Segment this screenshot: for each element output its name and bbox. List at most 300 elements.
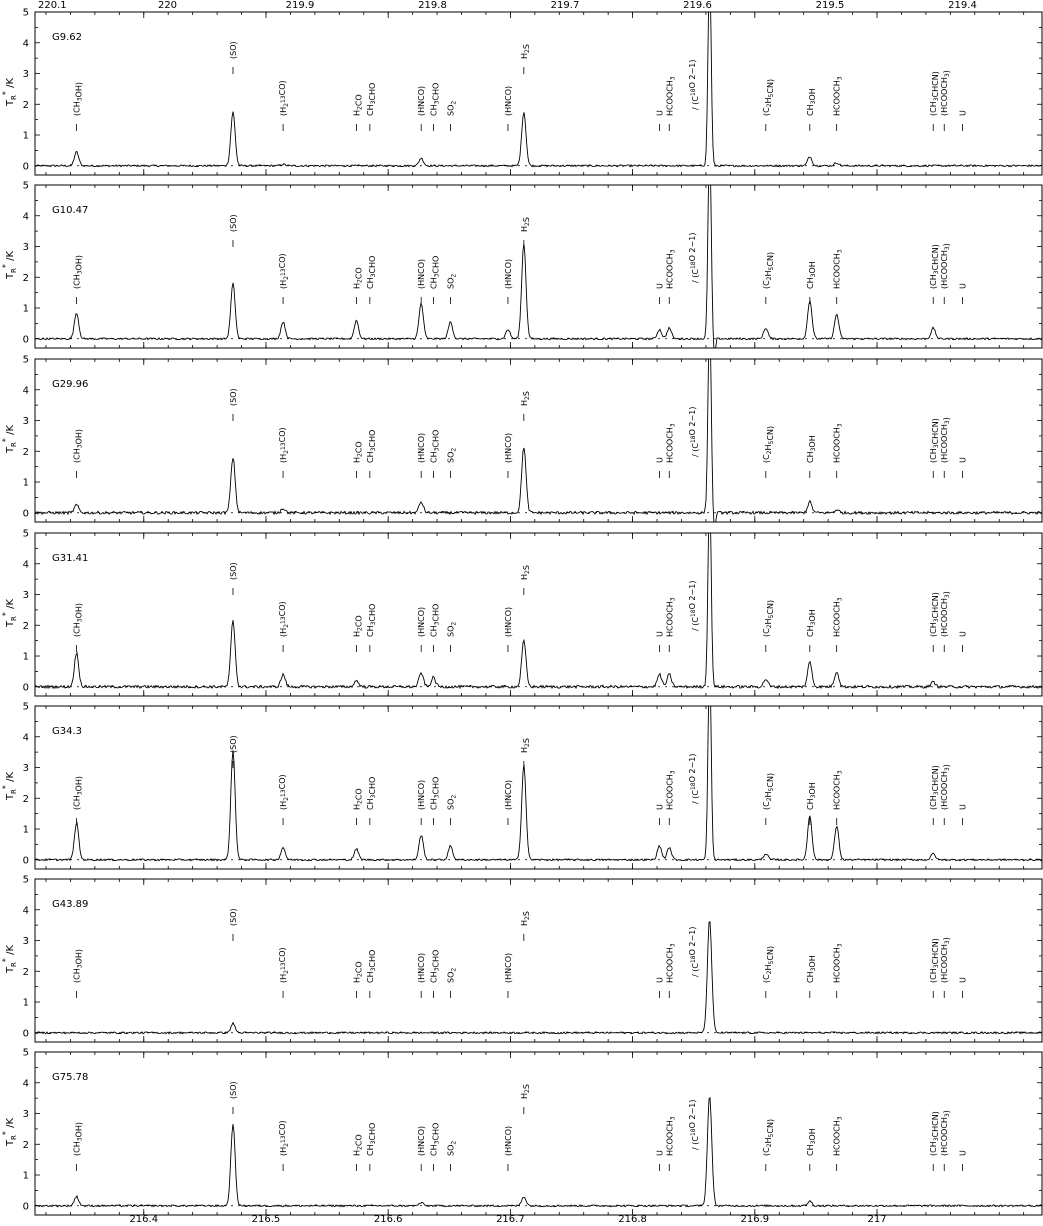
line-label (417, 259, 426, 289)
line-label (504, 259, 513, 289)
y-axis-label-text: $T_R^*$ /K (1, 250, 18, 280)
line-label-text: $H_2CO$ (352, 267, 364, 289)
line-label-text: (HNCO) (503, 606, 513, 637)
line-id (959, 631, 968, 652)
line-id (833, 770, 844, 825)
line-id (665, 423, 676, 478)
line-label (688, 1100, 700, 1150)
line-label-text: U (958, 283, 968, 289)
y-tick-label: 3 (22, 763, 29, 775)
line-label-text: $CH_3CHO$ (365, 776, 377, 810)
spectrum-panel (1, 494, 1042, 696)
line-label-text: $H_2S$ (519, 391, 531, 406)
line-label-text: (HNCO) (417, 606, 427, 637)
line-id (806, 1128, 817, 1171)
line-label-text: (SO) (228, 41, 238, 59)
y-axis-label (1, 425, 18, 455)
y-tick-label: 2 (22, 272, 29, 284)
line-label (929, 938, 940, 983)
line-label (959, 631, 968, 637)
spectrum-line (35, 319, 1042, 528)
line-label (688, 927, 700, 977)
line-label (278, 601, 290, 637)
y-tick-label: 5 (22, 874, 29, 886)
line-label-text: $(H_2^{13}CO)$ (278, 253, 291, 289)
line-label-text: (SO) (228, 562, 238, 580)
line-id (959, 457, 968, 478)
line-id (278, 427, 290, 478)
line-id (762, 1119, 775, 1171)
line-label-text: / ($C^{18}O$ 2−1) (687, 580, 700, 631)
bottom-tick-label: 216.5 (251, 1214, 281, 1225)
line-label (940, 70, 951, 116)
line-id (504, 86, 513, 131)
line-label (504, 953, 513, 983)
line-label (417, 607, 426, 637)
line-label (806, 955, 817, 983)
line-label-text: $(CH_3OH)$ (72, 1122, 84, 1156)
bottom-tick-label: 216.4 (129, 1214, 159, 1225)
line-label-text: (HNCO) (503, 258, 513, 289)
top-tick-label: 220.1 (38, 0, 67, 11)
line-label-text: $CH_3CHO$ (429, 429, 441, 463)
line-label-text: $CH_3CHO$ (365, 949, 377, 983)
line-label (655, 457, 664, 463)
line-label (806, 782, 817, 810)
line-label-text: $CH_3OH$ (805, 435, 817, 463)
line-label-text: (HNCO) (417, 779, 427, 810)
line-id (366, 1123, 377, 1171)
line-id (352, 1134, 363, 1171)
line-label-text: $(H_2^{13}CO)$ (278, 774, 291, 810)
line-id (352, 961, 363, 998)
line-id (833, 1116, 844, 1171)
y-axis-label (1, 599, 18, 629)
line-label-text: $CH_3OH$ (805, 88, 817, 116)
line-label (929, 1111, 940, 1156)
line-id (429, 950, 440, 998)
line-id (655, 283, 664, 304)
line-id (959, 977, 968, 998)
source-name: G29.96 (52, 379, 89, 390)
line-id (833, 249, 844, 304)
line-label (929, 244, 940, 289)
y-tick-label: 1 (22, 477, 29, 489)
line-id (73, 1122, 84, 1171)
y-tick-label: 5 (22, 1047, 29, 1059)
line-label (655, 283, 664, 289)
line-label-text: $HCOOCH_3$ (665, 1116, 677, 1156)
line-label-text: $CH_3OH$ (805, 955, 817, 983)
spectrum-panel (1, 666, 1042, 869)
y-tick-label: 3 (22, 69, 29, 81)
line-label-text: $(CH_3OH)$ (72, 603, 84, 637)
line-label-text: $(CH_3CHCN)$ (929, 1111, 941, 1156)
line-label-text: $H_2CO$ (352, 1134, 364, 1156)
line-label (73, 255, 84, 289)
line-label-text: $(HCOOCH_3)$ (940, 417, 952, 463)
line-label-text: $H_2S$ (519, 44, 531, 59)
line-label-text: $HCOOCH_3$ (832, 249, 844, 289)
panel-frame (35, 185, 1042, 348)
line-label-text: U (655, 457, 665, 463)
line-label-text: (HNCO) (417, 432, 427, 463)
line-label-text: $H_2S$ (519, 565, 531, 580)
line-id (429, 777, 440, 825)
line-label-text: U (958, 631, 968, 637)
line-label (833, 943, 844, 983)
line-id (929, 592, 940, 652)
line-label-text: $HCOOCH_3$ (665, 249, 677, 289)
y-tick-label: 4 (22, 732, 29, 744)
line-label (762, 773, 775, 810)
line-label-text: $(H_2^{13}CO)$ (278, 1120, 291, 1156)
line-label (73, 1122, 84, 1156)
line-label (762, 252, 775, 289)
panel-frame (35, 533, 1042, 696)
y-tick-label: 3 (22, 416, 29, 428)
line-id (366, 777, 377, 825)
line-label-text: $(C_2H_5CN)$ (761, 599, 775, 637)
line-label-text: U (655, 804, 665, 810)
line-label-text: (HNCO) (503, 432, 513, 463)
line-id (665, 249, 676, 304)
line-label (940, 1110, 951, 1156)
line-id (504, 433, 513, 478)
line-label-text: U (655, 977, 665, 983)
line-label-text: $(CH_3CHCN)$ (929, 71, 941, 116)
line-id (352, 94, 363, 131)
line-label-text: (HNCO) (417, 1125, 427, 1156)
line-label (520, 565, 531, 580)
line-label (73, 776, 84, 810)
line-label-text: $(CH_3CHCN)$ (929, 765, 941, 810)
line-id (73, 776, 84, 825)
line-id (688, 233, 700, 283)
line-id (833, 943, 844, 998)
line-id (665, 597, 676, 652)
line-label-text: $CH_3OH$ (805, 261, 817, 289)
line-label-text: $(HCOOCH_3)$ (940, 1110, 952, 1156)
line-label (688, 581, 700, 631)
top-tick-label: 219.4 (948, 0, 977, 11)
line-label-text: $CH_3CHO$ (365, 429, 377, 463)
line-label-text: $(HCOOCH_3)$ (940, 70, 952, 116)
line-label-text: (HNCO) (417, 258, 427, 289)
line-id (229, 41, 238, 74)
line-label-text: $(C_2H_5CN)$ (761, 1118, 775, 1156)
line-label-text: (SO) (228, 735, 238, 753)
y-tick-label: 5 (22, 354, 29, 366)
y-tick-label: 0 (22, 682, 29, 694)
line-id (278, 1120, 290, 1171)
line-label-text: $SO_2$ (446, 273, 458, 289)
line-id (366, 256, 377, 304)
line-id (278, 80, 290, 131)
y-axis-label (1, 945, 18, 975)
line-label-text: $(H_2^{13}CO)$ (278, 427, 291, 463)
line-id (417, 1126, 426, 1171)
line-id (417, 953, 426, 998)
line-id (417, 86, 426, 131)
y-axis-label-text: $T_R^*$ /K (1, 424, 18, 454)
y-tick-label: 4 (22, 211, 29, 223)
line-id (940, 243, 951, 304)
bottom-tick-label: 216.7 (496, 1214, 525, 1225)
y-tick-label: 5 (22, 701, 29, 713)
line-label (429, 256, 440, 289)
line-id (940, 937, 951, 998)
y-tick-label: 4 (22, 385, 29, 397)
line-label-text: $(C_2H_5CN)$ (761, 78, 775, 116)
line-label-text: $(CH_3OH)$ (72, 949, 84, 983)
line-label (417, 433, 426, 463)
line-label (665, 76, 676, 116)
line-label-text: $H_2S$ (519, 217, 531, 232)
line-label (806, 261, 817, 289)
line-label (417, 780, 426, 810)
line-label (366, 83, 377, 116)
spectrum-panel (1, 0, 1042, 175)
line-label-text: $SO_2$ (446, 621, 458, 637)
line-label-text: U (655, 1150, 665, 1156)
spectrum-line (35, 1098, 1042, 1207)
line-id (447, 622, 458, 652)
line-label (447, 622, 458, 637)
line-id (229, 908, 238, 941)
line-label (665, 1116, 676, 1156)
line-label-text: $(C_2H_5CN)$ (761, 772, 775, 810)
line-label (959, 1150, 968, 1156)
line-label-text: / ($C^{18}O$ 2−1) (687, 1099, 700, 1150)
line-label-text: $(C_2H_5CN)$ (761, 425, 775, 463)
line-label-text: $HCOOCH_3$ (665, 943, 677, 983)
line-label-text: $(CH_3CHCN)$ (929, 938, 941, 983)
y-tick-label: 2 (22, 99, 29, 111)
line-id (762, 426, 775, 478)
line-label-text: (HNCO) (503, 952, 513, 983)
line-id (429, 1123, 440, 1171)
line-label (447, 274, 458, 289)
line-label-text: U (958, 110, 968, 116)
line-label (352, 267, 363, 289)
line-label (665, 943, 676, 983)
line-id (929, 71, 940, 131)
top-frequency-axis (38, 0, 977, 11)
line-label (655, 631, 664, 637)
line-label (520, 391, 531, 406)
line-label (417, 1126, 426, 1156)
line-label-text: (SO) (228, 214, 238, 232)
line-label-text: $H_2S$ (519, 1084, 531, 1099)
line-label (940, 591, 951, 637)
source-name: G43.89 (52, 899, 89, 910)
line-label (366, 256, 377, 289)
line-id (73, 82, 84, 131)
line-id (959, 804, 968, 825)
line-label-text: (HNCO) (503, 1125, 513, 1156)
y-axis-label-text: $T_R^*$ /K (1, 944, 18, 974)
spectrum-line (35, 0, 1042, 167)
line-id (762, 773, 775, 825)
line-label (352, 961, 363, 983)
line-label (447, 968, 458, 983)
line-id (278, 774, 290, 825)
line-label (504, 86, 513, 116)
line-id (504, 607, 513, 652)
line-label-text: $HCOOCH_3$ (832, 597, 844, 637)
line-id (665, 76, 676, 131)
line-label-text: $H_2CO$ (352, 615, 364, 637)
y-tick-label: 0 (22, 1028, 29, 1040)
line-label-text: U (958, 977, 968, 983)
spectrum-panel (1, 875, 1042, 1043)
y-axis-label-text: $T_R^*$ /K (1, 77, 18, 107)
line-label-text: $(CH_3OH)$ (72, 255, 84, 289)
line-id (655, 1150, 664, 1171)
y-tick-label: 4 (22, 905, 29, 917)
line-label (352, 788, 363, 810)
line-label (447, 101, 458, 116)
line-label (520, 217, 531, 232)
line-label (366, 430, 377, 463)
y-tick-label: 1 (22, 824, 29, 836)
line-label (762, 600, 775, 637)
line-label-text: $HCOOCH_3$ (832, 76, 844, 116)
line-label (278, 774, 290, 810)
line-id (520, 1084, 531, 1114)
line-label-text: $CH_3CHO$ (429, 82, 441, 116)
line-label (762, 79, 775, 116)
y-tick-label: 5 (22, 7, 29, 19)
line-label (429, 950, 440, 983)
top-tick-label: 219.9 (285, 0, 315, 11)
line-label (278, 253, 290, 289)
line-label-text: U (655, 110, 665, 116)
line-label-text: $HCOOCH_3$ (832, 423, 844, 463)
line-id (665, 943, 676, 998)
line-id (429, 430, 440, 478)
y-tick-label: 2 (22, 793, 29, 805)
line-label-text: / ($C^{18}O$ 2−1) (687, 232, 700, 283)
line-label-text: $H_2CO$ (352, 441, 364, 463)
y-tick-label: 0 (22, 334, 29, 346)
line-label-text: $HCOOCH_3$ (665, 770, 677, 810)
line-label (504, 1126, 513, 1156)
bottom-frequency-axis (129, 1214, 886, 1225)
line-label (655, 977, 664, 983)
source-name: G10.47 (52, 205, 89, 216)
panel-frame (35, 879, 1042, 1042)
spectra-panels (1, 0, 1042, 1215)
line-label-text: $CH_3CHO$ (365, 255, 377, 289)
line-label-text: $(HCOOCH_3)$ (940, 243, 952, 289)
line-label (688, 233, 700, 283)
line-id (940, 1110, 951, 1171)
y-axis-label-text: $T_R^*$ /K (1, 598, 18, 628)
line-label (688, 407, 700, 457)
y-tick-label: 0 (22, 508, 29, 520)
line-label-text: / ($C^{18}O$ 2−1) (687, 59, 700, 110)
line-id (688, 407, 700, 457)
line-label (655, 804, 664, 810)
line-id (352, 267, 363, 304)
line-id (73, 429, 84, 478)
line-label (278, 427, 290, 463)
line-id (806, 88, 817, 131)
line-id (229, 562, 238, 595)
line-label-text: $CH_3CHO$ (365, 82, 377, 116)
y-tick-label: 0 (22, 855, 29, 867)
line-label (417, 86, 426, 116)
line-id (959, 1150, 968, 1171)
line-id (762, 600, 775, 652)
line-id (229, 214, 238, 247)
line-id (366, 430, 377, 478)
line-label (229, 214, 238, 232)
line-id (417, 259, 426, 304)
line-id (806, 609, 817, 652)
line-label (520, 738, 531, 753)
line-label-text: $H_2CO$ (352, 788, 364, 810)
line-label (366, 1123, 377, 1156)
line-id (447, 448, 458, 478)
line-label-text: $HCOOCH_3$ (665, 76, 677, 116)
y-tick-label: 1 (22, 651, 29, 663)
line-label (959, 977, 968, 983)
line-label-text: (HNCO) (503, 779, 513, 810)
line-id (429, 604, 440, 652)
line-id (73, 603, 84, 652)
y-tick-label: 2 (22, 1139, 29, 1151)
line-id (940, 417, 951, 478)
y-tick-label: 0 (22, 161, 29, 173)
line-label-text: (SO) (228, 1081, 238, 1099)
line-id (688, 1100, 700, 1150)
line-label (929, 765, 940, 810)
line-label (429, 604, 440, 637)
line-label-text: $SO_2$ (446, 967, 458, 983)
line-label (229, 908, 238, 926)
line-id (352, 615, 363, 652)
line-label-text: $(H_2^{13}CO)$ (278, 947, 291, 983)
line-label (833, 249, 844, 289)
line-label (688, 754, 700, 804)
y-tick-label: 5 (22, 180, 29, 192)
line-label (73, 603, 84, 637)
bottom-tick-label: 217 (867, 1214, 887, 1225)
line-label (229, 735, 238, 753)
line-label-text: $(HCOOCH_3)$ (940, 591, 952, 637)
line-label-text: (HNCO) (417, 85, 427, 116)
line-id (929, 938, 940, 998)
line-id (520, 911, 531, 941)
line-id (655, 631, 664, 652)
y-tick-label: 2 (22, 966, 29, 978)
line-id (665, 770, 676, 825)
line-label-text: $(HCOOCH_3)$ (940, 937, 952, 983)
line-label (352, 1134, 363, 1156)
line-id (504, 1126, 513, 1171)
line-label (806, 609, 817, 637)
line-id (688, 927, 700, 977)
y-axis-label (1, 78, 18, 108)
line-id (73, 255, 84, 304)
line-label-text: (SO) (228, 908, 238, 926)
line-label-text: $CH_3CHO$ (365, 603, 377, 637)
line-id (366, 950, 377, 998)
line-label (504, 433, 513, 463)
